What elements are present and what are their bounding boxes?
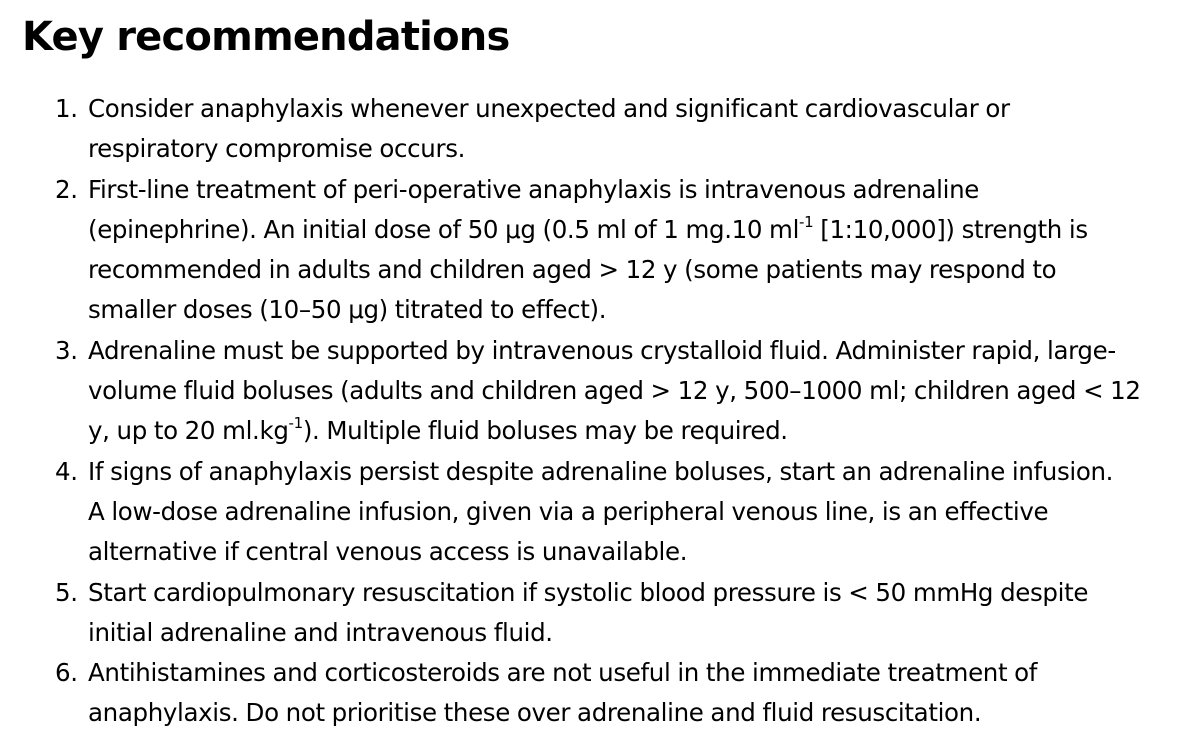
recommendation-text-line bbox=[88, 452, 1170, 492]
recommendation-text-line bbox=[88, 693, 1170, 733]
recommendation-number: 6. bbox=[55, 658, 78, 688]
recommendation-item bbox=[0, 573, 1200, 654]
text-run: ). Multiple fluid boluses may be required. bbox=[302, 416, 788, 446]
text-run: If signs of anaphylaxis persist despite adrenaline boluses, start an adrenaline infusion. bbox=[88, 456, 1114, 486]
recommendation-number: 4. bbox=[55, 456, 78, 486]
recommendation-text-line bbox=[88, 653, 1170, 693]
page-title: Key recommendations bbox=[22, 14, 510, 60]
recommendation-text-line bbox=[88, 411, 1170, 451]
superscript: -1 bbox=[288, 414, 303, 433]
text-run: A low-dose adrenaline infusion, given via a peripheral venous line, is an effective bbox=[88, 496, 1049, 526]
recommendation-number: 1. bbox=[55, 94, 78, 123]
text-run: Start cardiopulmonary resuscitation if systolic blood pressure is < 50 mmHg despite bbox=[88, 577, 1089, 607]
recommendation-number: 5. bbox=[55, 577, 78, 607]
recommendation-text-line bbox=[88, 210, 1170, 250]
text-run: respiratory compromise occurs. bbox=[88, 134, 466, 164]
text-run: Consider anaphylaxis whenever unexpected and significant cardiovascular or bbox=[88, 94, 1010, 123]
text-run: alternative if central venous access is unavailable. bbox=[88, 537, 688, 567]
recommendations-list bbox=[0, 89, 1200, 734]
recommendation-text-line bbox=[88, 250, 1170, 290]
recommendation-item bbox=[0, 331, 1200, 452]
recommendation-text-line bbox=[88, 331, 1170, 371]
recommendation-text-line bbox=[88, 532, 1170, 572]
recommendation-text-line bbox=[88, 492, 1170, 532]
text-run: y, up to 20 ml.kg bbox=[88, 416, 289, 446]
recommendation-item bbox=[0, 653, 1200, 734]
text-run: recommended in adults and children aged > 12 y (some patients may respond to bbox=[88, 255, 1057, 285]
text-run: smaller doses (10–50 μg) titrated to effect). bbox=[88, 295, 607, 325]
text-run: initial adrenaline and intravenous fluid. bbox=[88, 617, 553, 647]
superscript: -1 bbox=[799, 212, 814, 231]
recommendation-text-line bbox=[88, 89, 1170, 129]
recommendation-text-line bbox=[88, 371, 1170, 411]
recommendation-text-line bbox=[88, 613, 1170, 653]
recommendation-text-line bbox=[88, 170, 1170, 210]
recommendation-text-line bbox=[88, 290, 1170, 330]
recommendation-text-line bbox=[88, 129, 1170, 169]
recommendation-item bbox=[0, 170, 1200, 331]
text-run: Antihistamines and corticosteroids are not useful in the immediate treatment of bbox=[88, 658, 1038, 688]
recommendation-item bbox=[0, 89, 1200, 170]
text-run: anaphylaxis. Do not prioritise these over adrenaline and fluid resuscitation. bbox=[88, 698, 982, 728]
recommendation-number: 2. bbox=[55, 174, 78, 204]
recommendation-text-line bbox=[88, 573, 1170, 613]
text-run: volume fluid boluses (adults and children aged > 12 y, 500–1000 ml; children aged < 12 bbox=[88, 376, 1141, 406]
text-run: First-line treatment of peri-operative anaphylaxis is intravenous adrenaline bbox=[88, 174, 979, 204]
text-run: (epinephrine). An initial dose of 50 μg (0.5 ml of 1 mg.10 ml bbox=[88, 214, 800, 244]
recommendation-item bbox=[0, 452, 1200, 573]
text-run: Adrenaline must be supported by intravenous crystalloid fluid. Administer rapid, large- bbox=[88, 335, 1116, 365]
text-run: [1:10,000]) strength is bbox=[813, 214, 1088, 244]
recommendation-number: 3. bbox=[55, 335, 78, 365]
